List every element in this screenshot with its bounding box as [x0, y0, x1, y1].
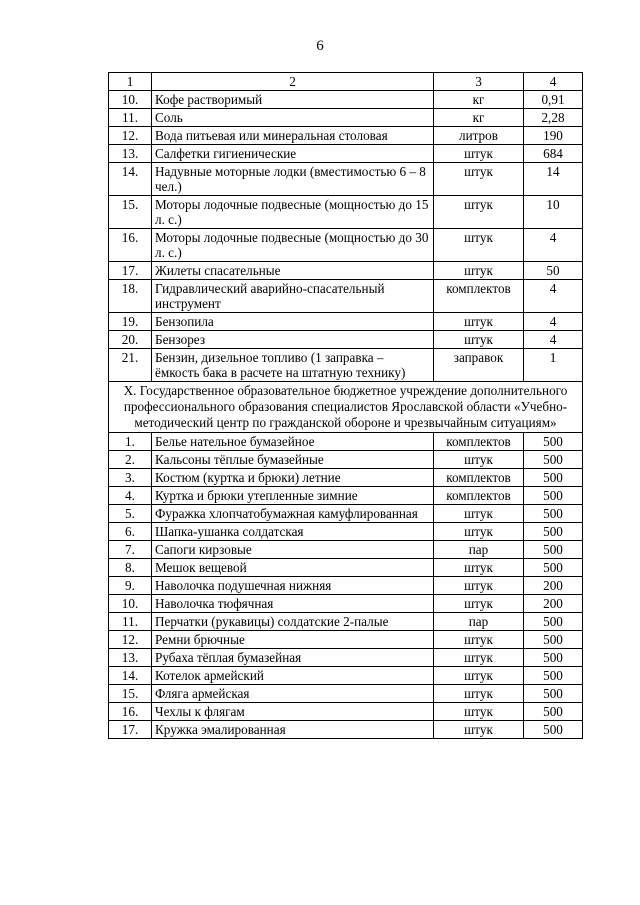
row-number: 20. [109, 331, 152, 349]
item-quantity: 500 [524, 721, 583, 739]
item-unit: штук [434, 262, 524, 280]
item-quantity: 2,28 [524, 109, 583, 127]
item-unit: штук [434, 331, 524, 349]
item-name: Кружка эмалированная [152, 721, 434, 739]
item-name: Соль [152, 109, 434, 127]
item-quantity: 500 [524, 523, 583, 541]
item-name: Жилеты спасательные [152, 262, 434, 280]
item-unit: штук [434, 451, 524, 469]
table-row [109, 649, 583, 667]
item-unit: штук [434, 631, 524, 649]
table-row [109, 685, 583, 703]
row-number: 9. [109, 577, 152, 595]
item-unit: штук [434, 313, 524, 331]
item-name: Бензорез [152, 331, 434, 349]
item-unit: штук [434, 145, 524, 163]
table-row [109, 487, 583, 505]
item-unit: штук [434, 505, 524, 523]
table-row [109, 127, 583, 145]
item-name: Наволочка тюфячная [152, 595, 434, 613]
item-quantity: 500 [524, 685, 583, 703]
table-row [109, 229, 583, 262]
item-unit: штук [434, 577, 524, 595]
item-name: Белье нательное бумазейное [152, 433, 434, 451]
table-row [109, 505, 583, 523]
row-number: 7. [109, 541, 152, 559]
item-name: Фуражка хлопчатобумажная камуфлированная [152, 505, 434, 523]
header-cell: 1 [109, 73, 152, 91]
row-number: 1. [109, 433, 152, 451]
row-number: 6. [109, 523, 152, 541]
item-unit: штук [434, 559, 524, 577]
item-name: Фляга армейская [152, 685, 434, 703]
row-number: 11. [109, 613, 152, 631]
item-name: Наволочка подушечная нижняя [152, 577, 434, 595]
item-name: Рубаха тёплая бумазейная [152, 649, 434, 667]
item-quantity: 50 [524, 262, 583, 280]
item-unit: штук [434, 523, 524, 541]
row-number: 15. [109, 196, 152, 229]
table-row [109, 703, 583, 721]
item-name: Кальсоны тёплые бумазейные [152, 451, 434, 469]
item-quantity: 500 [524, 703, 583, 721]
row-number: 17. [109, 262, 152, 280]
row-number: 8. [109, 559, 152, 577]
row-number: 21. [109, 349, 152, 382]
item-quantity: 4 [524, 280, 583, 313]
item-quantity: 500 [524, 559, 583, 577]
table-row [109, 559, 583, 577]
section-title: X. Государственное образовательное бюджетное учреждение дополнительного профессионального образования специалистов Ярославской области «Учебно-методический центр по гражданской обороне и чрезвычайным ситуациям» [109, 382, 583, 433]
item-name: Гидравлический аварийно-спасательный инструмент [152, 280, 434, 313]
item-unit: штук [434, 667, 524, 685]
row-number: 17. [109, 721, 152, 739]
table-row [109, 280, 583, 313]
row-number: 13. [109, 649, 152, 667]
item-unit: штук [434, 685, 524, 703]
item-unit: штук [434, 649, 524, 667]
item-name: Салфетки гигиенические [152, 145, 434, 163]
item-unit: литров [434, 127, 524, 145]
table-body-part1 [109, 73, 583, 382]
section-row [109, 382, 583, 433]
table-row [109, 631, 583, 649]
table-row [109, 667, 583, 685]
table-row [109, 523, 583, 541]
item-name: Куртка и брюки утепленные зимние [152, 487, 434, 505]
table-row [109, 433, 583, 451]
item-unit: штук [434, 703, 524, 721]
item-name: Моторы лодочные подвесные (мощностью до 30 л. с.) [152, 229, 434, 262]
item-quantity: 500 [524, 631, 583, 649]
supply-table [108, 72, 583, 739]
item-quantity: 500 [524, 433, 583, 451]
item-name: Надувные моторные лодки (вместимостью 6 – 8 чел.) [152, 163, 434, 196]
table-row [109, 613, 583, 631]
header-cell: 2 [152, 73, 434, 91]
table-row [109, 595, 583, 613]
item-quantity: 500 [524, 505, 583, 523]
table-row [109, 91, 583, 109]
item-quantity: 500 [524, 469, 583, 487]
row-number: 5. [109, 505, 152, 523]
item-name: Бензопила [152, 313, 434, 331]
row-number: 2. [109, 451, 152, 469]
header-cell: 3 [434, 73, 524, 91]
item-name: Перчатки (рукавицы) солдатские 2-палые [152, 613, 434, 631]
item-quantity: 0,91 [524, 91, 583, 109]
item-name: Мешок вещевой [152, 559, 434, 577]
item-unit: штук [434, 196, 524, 229]
item-quantity: 1 [524, 349, 583, 382]
table-row [109, 577, 583, 595]
header-cell: 4 [524, 73, 583, 91]
row-number: 18. [109, 280, 152, 313]
item-unit: комплектов [434, 487, 524, 505]
item-name: Чехлы к флягам [152, 703, 434, 721]
item-unit: кг [434, 91, 524, 109]
item-quantity: 10 [524, 196, 583, 229]
table-row [109, 196, 583, 229]
row-number: 10. [109, 91, 152, 109]
row-number: 3. [109, 469, 152, 487]
item-quantity: 500 [524, 649, 583, 667]
row-number: 15. [109, 685, 152, 703]
item-unit: комплектов [434, 433, 524, 451]
item-quantity: 200 [524, 595, 583, 613]
item-quantity: 500 [524, 667, 583, 685]
item-quantity: 500 [524, 451, 583, 469]
item-unit: штук [434, 721, 524, 739]
table-body-part2 [109, 433, 583, 739]
item-unit: штук [434, 229, 524, 262]
item-unit: кг [434, 109, 524, 127]
item-unit: штук [434, 163, 524, 196]
table-row [109, 721, 583, 739]
item-name: Ремни брючные [152, 631, 434, 649]
row-number: 12. [109, 127, 152, 145]
item-quantity: 684 [524, 145, 583, 163]
item-unit: пар [434, 541, 524, 559]
item-quantity: 500 [524, 541, 583, 559]
item-quantity: 4 [524, 331, 583, 349]
item-quantity: 500 [524, 613, 583, 631]
table-row [109, 451, 583, 469]
item-unit: комплектов [434, 280, 524, 313]
item-quantity: 200 [524, 577, 583, 595]
row-number: 4. [109, 487, 152, 505]
header-row [109, 73, 583, 91]
table-row [109, 145, 583, 163]
table-row [109, 313, 583, 331]
item-name: Моторы лодочные подвесные (мощностью до 15 л. с.) [152, 196, 434, 229]
item-name: Сапоги кирзовые [152, 541, 434, 559]
row-number: 14. [109, 667, 152, 685]
item-name: Котелок армейский [152, 667, 434, 685]
row-number: 16. [109, 229, 152, 262]
item-name: Кофе растворимый [152, 91, 434, 109]
row-number: 11. [109, 109, 152, 127]
item-name: Бензин, дизельное топливо (1 заправка – ёмкость бака в расчете на штатную технику) [152, 349, 434, 382]
section-body [109, 382, 583, 433]
item-unit: комплектов [434, 469, 524, 487]
table-row [109, 349, 583, 382]
item-unit: штук [434, 595, 524, 613]
item-quantity: 4 [524, 229, 583, 262]
page-number: 6 [316, 38, 324, 54]
row-number: 10. [109, 595, 152, 613]
row-number: 13. [109, 145, 152, 163]
row-number: 16. [109, 703, 152, 721]
table-row [109, 262, 583, 280]
table-row [109, 163, 583, 196]
item-unit: заправок [434, 349, 524, 382]
table-row [109, 109, 583, 127]
table-row [109, 331, 583, 349]
table-row [109, 469, 583, 487]
item-name: Костюм (куртка и брюки) летние [152, 469, 434, 487]
item-quantity: 500 [524, 487, 583, 505]
row-number: 12. [109, 631, 152, 649]
item-name: Шапка-ушанка солдатская [152, 523, 434, 541]
item-unit: пар [434, 613, 524, 631]
item-quantity: 14 [524, 163, 583, 196]
row-number: 19. [109, 313, 152, 331]
item-quantity: 4 [524, 313, 583, 331]
row-number: 14. [109, 163, 152, 196]
item-name: Вода питьевая или минеральная столовая [152, 127, 434, 145]
table-row [109, 541, 583, 559]
item-quantity: 190 [524, 127, 583, 145]
